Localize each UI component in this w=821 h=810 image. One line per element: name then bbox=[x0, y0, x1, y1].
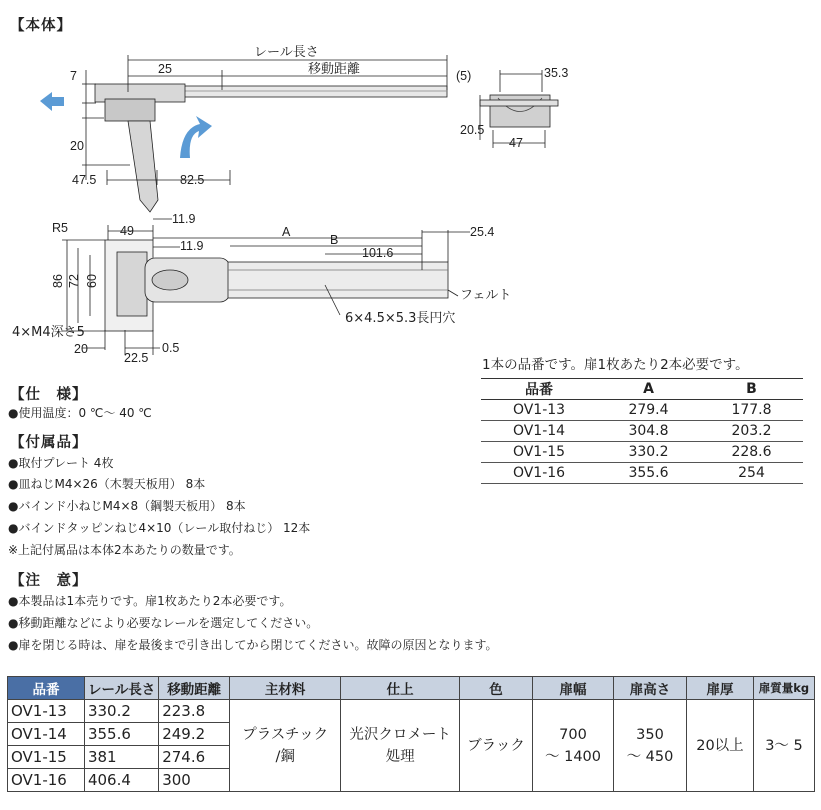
height-line-1: 350 bbox=[636, 726, 664, 743]
cell: OV1-16 bbox=[8, 769, 85, 792]
cell: 355.6 bbox=[597, 463, 700, 484]
cell-material bbox=[230, 700, 341, 792]
caution-item: ●移動距離などにより必要なレールを選定してください。 bbox=[8, 616, 319, 630]
dim-7: 7 bbox=[70, 69, 77, 83]
table-row bbox=[481, 442, 803, 463]
col-header: レール長さ bbox=[84, 677, 158, 700]
finish-line-2: 処理 bbox=[385, 748, 415, 765]
ab-table bbox=[481, 378, 803, 484]
dim-0-5: 0.5 bbox=[162, 341, 180, 355]
cell: 330.2 bbox=[84, 700, 158, 723]
label-felt: フェルト bbox=[460, 288, 512, 303]
accessory-item: ●バインド小ねじM4×8（鋼製天板用） 8本 bbox=[8, 499, 246, 513]
section-title-body: 【本体】 bbox=[10, 18, 72, 34]
cell: 228.6 bbox=[700, 442, 803, 463]
table-row bbox=[481, 421, 803, 442]
accessory-item: ●取付プレート 4枚 bbox=[8, 456, 114, 470]
technical-drawing bbox=[0, 0, 821, 365]
col-header: 主材料 bbox=[230, 677, 341, 700]
cell: OV1-14 bbox=[481, 421, 597, 442]
cell-mass: 3～ 5 bbox=[753, 700, 814, 792]
col-header: 品番 bbox=[8, 677, 85, 700]
dim-47-5: 47.5 bbox=[72, 173, 97, 187]
cell: OV1-13 bbox=[8, 700, 85, 723]
cell: 330.2 bbox=[597, 442, 700, 463]
material-line-1: プラスチック bbox=[242, 726, 329, 743]
cell-color: ブラック bbox=[460, 700, 533, 792]
label-slot: 6×4.5×5.3長円穴 bbox=[345, 311, 456, 326]
cell: OV1-15 bbox=[8, 746, 85, 769]
cell-width bbox=[533, 700, 614, 792]
width-line-1: 700 bbox=[559, 726, 587, 743]
cell: OV1-13 bbox=[481, 400, 597, 421]
cell: 304.8 bbox=[597, 421, 700, 442]
spec-item: ●使用温度：0 ℃～ 40 ℃ bbox=[8, 406, 152, 420]
col-header: 扉幅 bbox=[533, 677, 614, 700]
dim-20-5: 20.5 bbox=[460, 123, 485, 137]
height-line-2: ～ 450 bbox=[626, 748, 674, 765]
section-title-caution: 【注 意】 bbox=[10, 573, 88, 589]
dim-49: 49 bbox=[120, 224, 134, 238]
cell: 406.4 bbox=[84, 769, 158, 792]
col-header: B bbox=[700, 379, 803, 400]
dim-20b: 20 bbox=[74, 342, 88, 356]
table-row bbox=[481, 463, 803, 484]
col-header: 扉質量kg bbox=[753, 677, 814, 700]
material-line-2: /鋼 bbox=[275, 748, 295, 765]
accessory-item: ●バインドタッピンねじ4×10（レール取付ねじ） 12本 bbox=[8, 521, 311, 535]
col-header: 色 bbox=[460, 677, 533, 700]
cell: 300 bbox=[159, 769, 230, 792]
table-header-row bbox=[481, 379, 803, 400]
label-tap: 4×M4深さ5 bbox=[12, 325, 85, 340]
table-header-row bbox=[8, 677, 815, 700]
col-header: 移動距離 bbox=[159, 677, 230, 700]
dim-35-3: 35.3 bbox=[544, 66, 569, 80]
dim-22-5: 22.5 bbox=[124, 351, 149, 365]
dim-25: 25 bbox=[158, 62, 172, 76]
cell: 223.8 bbox=[159, 700, 230, 723]
dim-travel: 移動距離 bbox=[308, 62, 361, 77]
cell: 279.4 bbox=[597, 400, 700, 421]
accessory-note: ※上記付属品は本体2本あたりの数量です。 bbox=[8, 543, 241, 557]
dim-a: A bbox=[282, 225, 291, 239]
dim-5: (5) bbox=[456, 69, 472, 83]
cell-thickness: 20以上 bbox=[686, 700, 753, 792]
dim-60: 60 bbox=[85, 274, 99, 288]
caution-item: ●本製品は1本売りです。扉1枚あたり2本必要です。 bbox=[8, 594, 292, 608]
cell: 177.8 bbox=[700, 400, 803, 421]
cell: 355.6 bbox=[84, 723, 158, 746]
cell: 274.6 bbox=[159, 746, 230, 769]
cell: 203.2 bbox=[700, 421, 803, 442]
col-header: 扉厚 bbox=[686, 677, 753, 700]
cell-finish bbox=[341, 700, 460, 792]
cell: OV1-14 bbox=[8, 723, 85, 746]
cell-height bbox=[614, 700, 687, 792]
table-row bbox=[8, 700, 815, 723]
dim-101-6: 101.6 bbox=[362, 246, 394, 260]
accessory-item: ●皿ねじM4×26（木製天板用） 8本 bbox=[8, 477, 206, 491]
dim-82-5: 82.5 bbox=[180, 173, 205, 187]
dim-20: 20 bbox=[70, 139, 84, 153]
dim-86: 86 bbox=[51, 274, 65, 288]
cell: OV1-16 bbox=[481, 463, 597, 484]
cell: 381 bbox=[84, 746, 158, 769]
col-header: 扉高さ bbox=[614, 677, 687, 700]
left-arrow-icon bbox=[40, 92, 64, 111]
cell: OV1-15 bbox=[481, 442, 597, 463]
col-header: 仕上 bbox=[341, 677, 460, 700]
width-line-2: ～ 1400 bbox=[545, 748, 602, 765]
col-header: A bbox=[597, 379, 700, 400]
cell: 249.2 bbox=[159, 723, 230, 746]
dim-b: B bbox=[330, 233, 339, 247]
dim-11-9a: 11.9 bbox=[172, 212, 196, 226]
spec-table bbox=[7, 676, 815, 792]
col-header: 品番 bbox=[481, 379, 597, 400]
dim-r5: R5 bbox=[52, 221, 68, 235]
rotate-arrow-icon bbox=[180, 116, 212, 158]
dim-47: 47 bbox=[509, 136, 523, 150]
dim-rail-length: レール長さ bbox=[254, 45, 319, 60]
table-row bbox=[481, 400, 803, 421]
dim-72: 72 bbox=[67, 274, 81, 288]
section-title-spec: 【仕 様】 bbox=[10, 387, 88, 403]
dim-11-9b: 11.9 bbox=[180, 239, 204, 253]
finish-line-1: 光沢クロメート bbox=[349, 726, 451, 743]
caution-item: ●扉を閉じる時は、扉を最後まで引き出してから閉じてください。故障の原因となります。 bbox=[8, 638, 498, 652]
section-title-accessories: 【付属品】 bbox=[10, 435, 88, 451]
ab-table-note: 1本の品番です。扉1枚あたり2本必要です。 bbox=[482, 357, 749, 373]
cell: 254 bbox=[700, 463, 803, 484]
dim-25-4: 25.4 bbox=[470, 225, 495, 239]
